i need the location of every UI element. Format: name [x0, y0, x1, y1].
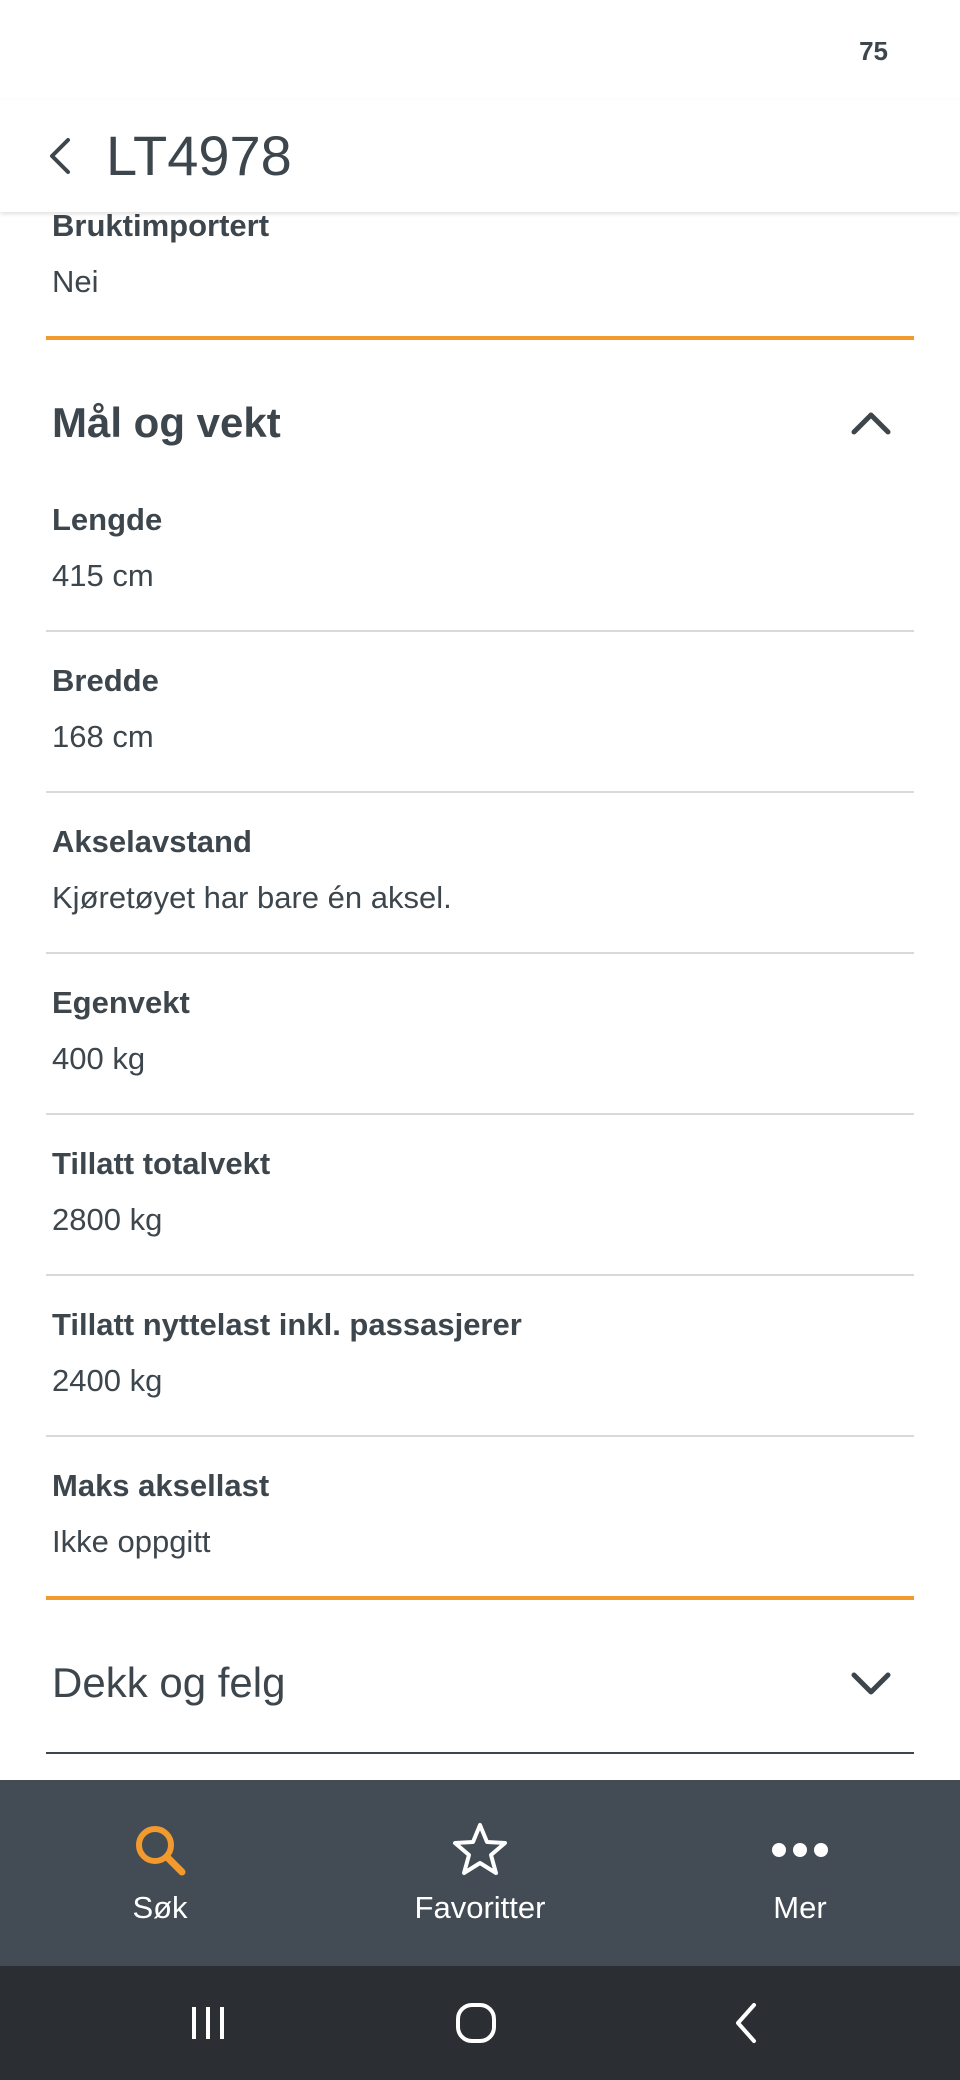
detail-label: Tillatt totalvekt [52, 1146, 271, 1181]
detail-row-egenvekt [46, 985, 914, 1095]
more-dots-icon [770, 1820, 830, 1880]
section-header-maal-og-vekt[interactable] [46, 378, 914, 468]
battery-level: 75 [859, 36, 888, 66]
detail-row-bredde [46, 663, 914, 773]
nav-label: Favoritter [414, 1890, 546, 1925]
back-button[interactable] [28, 124, 92, 188]
detail-value: 168 cm [52, 719, 154, 754]
row-divider [46, 791, 914, 793]
detail-row-bruktimportert [46, 212, 914, 332]
star-icon [450, 1820, 510, 1880]
detail-value: Nei [52, 264, 99, 299]
section-header-dekk-og-felg[interactable] [46, 1638, 914, 1728]
nav-item-search[interactable] [0, 1780, 320, 1966]
detail-label: Bredde [52, 663, 159, 698]
row-divider [46, 1435, 914, 1437]
detail-row-lengde [46, 502, 914, 612]
system-navigation-bar [0, 1966, 960, 2080]
row-divider [46, 1113, 914, 1115]
recent-apps-button[interactable] [178, 1996, 238, 2050]
section-title: Dekk og felg [52, 1659, 286, 1706]
chevron-down-icon [848, 1660, 894, 1706]
detail-value: 400 kg [52, 1041, 146, 1076]
row-divider [46, 952, 914, 954]
home-button[interactable] [446, 1996, 506, 2050]
detail-row-tillatt-nyttelast [46, 1307, 914, 1417]
row-divider [46, 630, 914, 632]
detail-value: 2800 kg [52, 1202, 163, 1237]
nav-label: Mer [773, 1890, 827, 1925]
detail-row-tillatt-totalvekt [46, 1146, 914, 1256]
system-back-button[interactable] [716, 1996, 776, 2050]
status-bar [0, 0, 960, 100]
section-divider [46, 336, 914, 340]
nav-item-favorites[interactable] [320, 1780, 640, 1966]
row-divider [46, 1274, 914, 1276]
page-title: LT4978 [106, 124, 292, 187]
detail-label: Egenvekt [52, 985, 190, 1020]
back-icon [730, 2001, 762, 2045]
recent-apps-icon [188, 2003, 228, 2043]
section-title: Mål og vekt [52, 399, 281, 446]
detail-row-akselavstand [46, 824, 914, 934]
detail-label: Maks aksellast [52, 1468, 270, 1503]
detail-value: Ikke oppgitt [52, 1524, 211, 1559]
detail-label: Bruktimportert [52, 212, 270, 243]
detail-row-maks-aksellast [46, 1468, 914, 1578]
app-header [0, 100, 960, 212]
section-divider [46, 1752, 914, 1754]
detail-label: Tillatt nyttelast inkl. passasjerer [52, 1307, 522, 1342]
nav-label: Søk [132, 1890, 188, 1925]
chevron-up-icon [848, 400, 894, 446]
nav-item-more[interactable] [640, 1780, 960, 1966]
bottom-navigation [0, 1780, 960, 1966]
detail-label: Lengde [52, 502, 163, 537]
search-icon [130, 1820, 190, 1880]
detail-value: Kjøretøyet har bare én aksel. [52, 880, 452, 915]
detail-value: 415 cm [52, 558, 154, 593]
content-scroll-area[interactable] [0, 212, 960, 1780]
section-divider [46, 1596, 914, 1600]
detail-value: 2400 kg [52, 1363, 163, 1398]
chevron-left-icon [44, 136, 76, 176]
detail-label: Akselavstand [52, 824, 252, 859]
home-icon [454, 2001, 498, 2045]
